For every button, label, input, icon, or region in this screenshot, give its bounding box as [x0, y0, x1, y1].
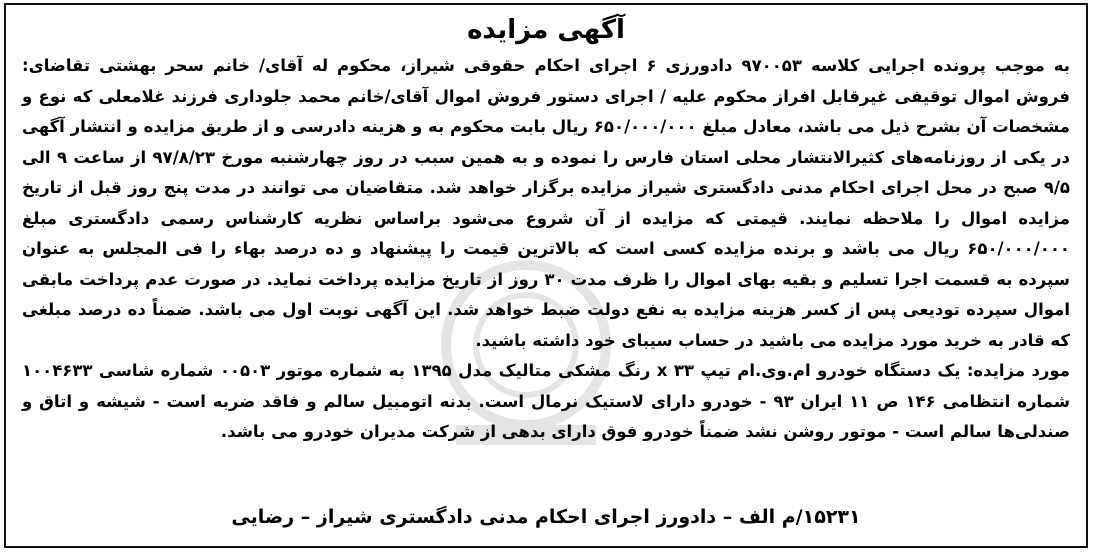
notice-signature: ۱۵۲۳۱/م الف – دادورز اجرای احکام مدنی دادگستری شیراز – رضایی: [231, 506, 861, 528]
auction-item-paragraph: مورد مزایده: یک دستگاه خودرو ام.وی.ام تیپ ۳۳ x رنگ مشکی متالیک مدل ۱۳۹۵ به شماره موتور ۰۰۵۰۳ شماره شاسی ۱۰۰۴۶۳۳ شماره انتظامی ۱۴۶ ص ۱۱ ایران ۹۳ - خودرو دارای لاستیک نرمال است. بدنه اتومبیل سالم و فاقد ضربه است - شیشه و اتاق و صندلی‌ها سالم است - موتور روشن نشد ضمناً خودرو فوق دارای بدهی از شرکت مدیران خودرو می باشد.: [22, 361, 1070, 441]
main-paragraph: به موجب پرونده اجرایی کلاسه ۹۷۰۰۵۳ دادورزی ۶ اجرای احکام حقوقی شیراز، محکوم له آقای/ خانم سحر بهشتی تقاضای: فروش اموال توقیفی غیرقابل افراز محکوم علیه / اجرای دستور فروش اموال آقای/خانم محمد جلوداری فرزند غلامعلی که نوع و مشخصات آن بشرح ذیل می باشد، معادل مبلغ ۶۵۰/۰۰۰/۰۰۰ ریال بابت محکوم به و هزینه دادرسی و از طریق مزایده و انتشار آگهی در یکی از روزنامه‌های کثیرالانتشار محلی استان فارس را نموده و به همین سبب در روز چهارشنبه مورخ ۹۷/۸/۲۳ از ساعت ۹ الی ۹/۵ صبح در محل اجرای احکام مدنی دادگستری شیراز مزایده برگزار خواهد شد. متقاضیان می توانند در مدت پنج روز قبل از تاریخ مزایده اموال را ملاحظه نمایند. قیمتی که مزایده از آن شروع می‌شود براساس نظریه کارشناس رسمی دادگستری مبلغ ۶۵۰/۰۰۰/۰۰۰ ریال می باشد و برنده مزایده کسی است که بالاترین قیمت را پیشنهاد و ده درصد بهاء را فی المجلس به عنوان سپرده به قسمت اجرا تسلیم و بقیه بهای اموال را ظرف مدت ۳۰ روز از تاریخ مزایده پرداخت نماید. در صورت عدم پرداخت مابقی اموال سپرده تودیعی پس از کسر هزینه مزایده به نفع دولت ضبط خواهد شد. این آگهی نوبت اول می باشد. ضمناً ده درصد مبلغی که قادر به خرید مورد مزایده می باشید در حساب سیبای خود داشته باشید.: [22, 56, 1071, 350]
notice-frame: [4, 3, 1088, 548]
notice-title: آگهی مزایده: [467, 15, 625, 45]
notice-body: [22, 51, 1070, 448]
